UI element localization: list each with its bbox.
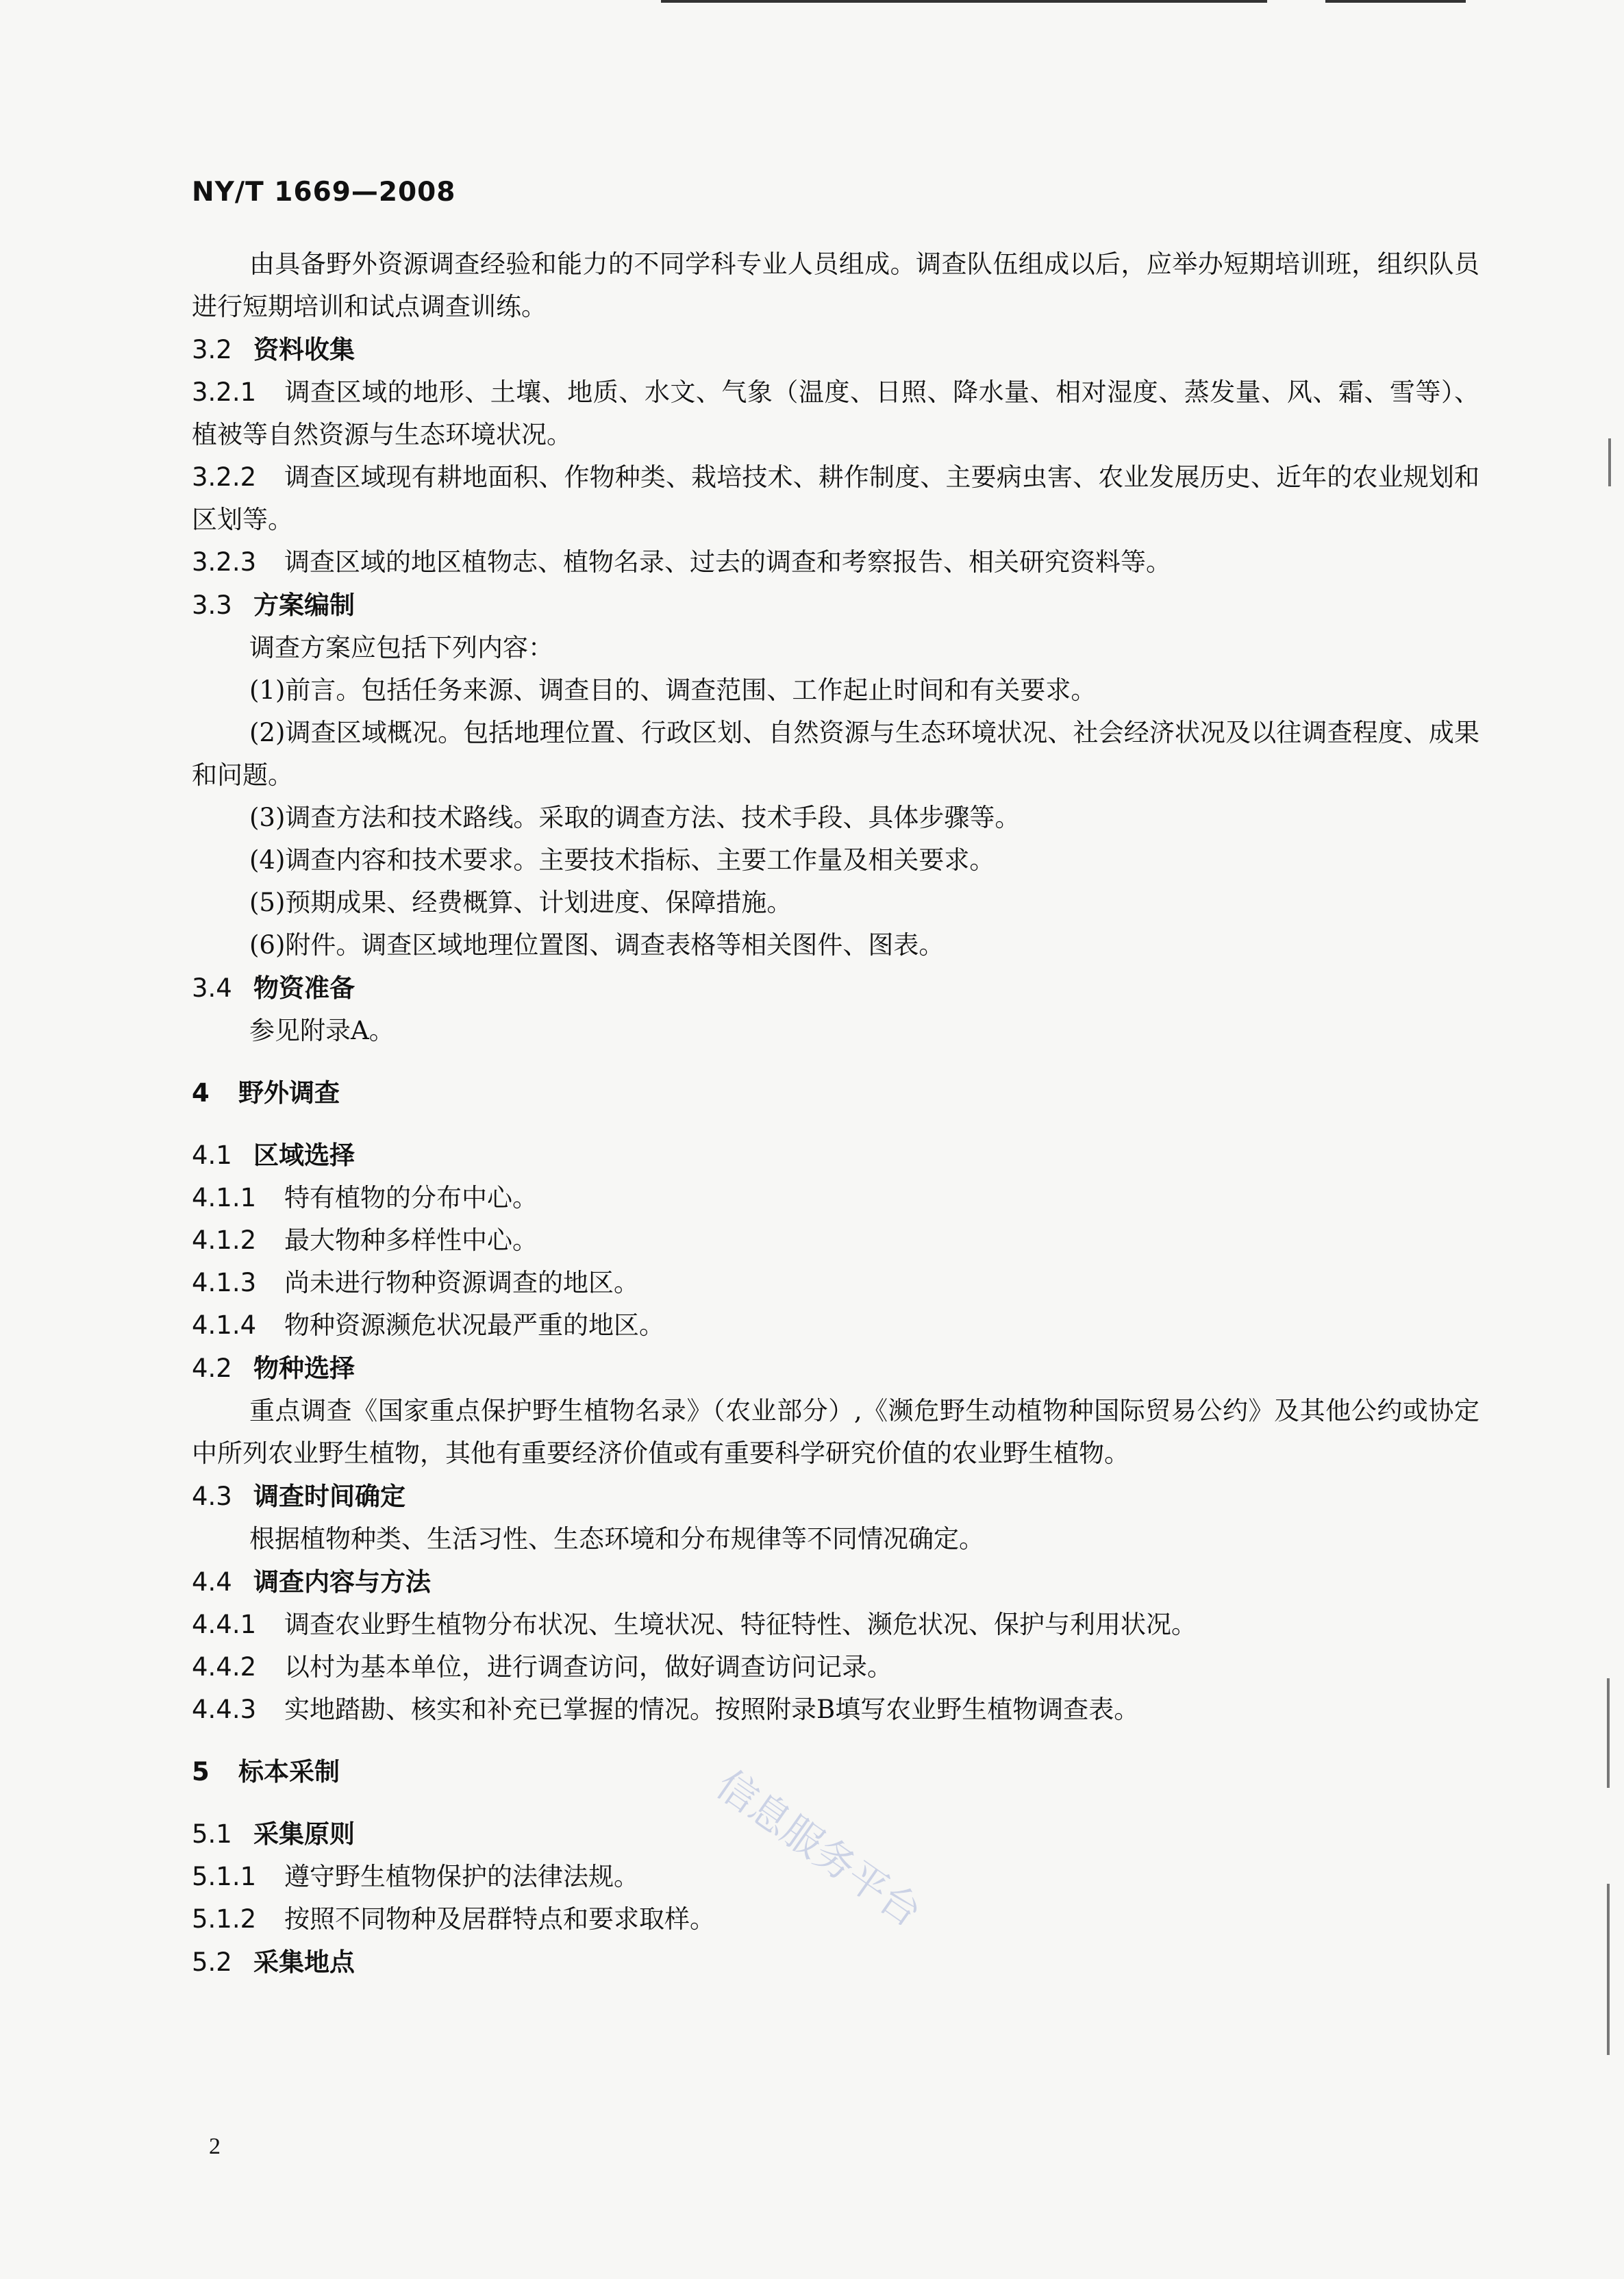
paragraph — [192, 1390, 1479, 1475]
clause-number: 4.1.3 — [192, 1268, 257, 1297]
paragraph — [192, 669, 1479, 712]
clause — [192, 1604, 1479, 1646]
subsection-heading — [192, 967, 1479, 1010]
clause — [192, 1177, 1479, 1219]
clause-text: 调查时间确定 — [253, 1481, 405, 1511]
clause-number: 3.2.1 — [192, 377, 257, 407]
section-heading — [192, 1750, 1479, 1793]
clause-text: 调查农业野生植物分布状况、生境状况、特征特性、濒危状况、保护与利用状况。 — [284, 1610, 1197, 1639]
clause — [192, 1646, 1479, 1689]
scan-edge-mark — [1608, 438, 1611, 486]
clause-number: 4.1.1 — [192, 1183, 257, 1212]
clause-text: (5)预期成果、经费概算、计划进度、保障措施。 — [249, 888, 792, 917]
paragraph — [192, 924, 1479, 967]
clause-number: 3.3 — [192, 590, 232, 620]
clause-text: 以村为基本单位，进行调查访问，做好调查访问记录。 — [284, 1652, 892, 1682]
clause-number: 4.3 — [192, 1482, 232, 1511]
clause-text: 物种资源濒危状况最严重的地区。 — [284, 1310, 664, 1340]
paragraph — [192, 1518, 1479, 1560]
clause-text: 物资准备 — [253, 973, 355, 1003]
clause-text: 调查区域的地形、土壤、地质、水文、气象（温度、日照、降水量、相对湿度、蒸发量、风、霜、雪等）、植被等自然资源与生态环境状况。 — [192, 377, 1479, 449]
clause-text: 重点调查《国家重点保护野生植物名录》（农业部分）,《濒危野生动植物种国际贸易公约》及其他公约或协定中所列农业野生植物，其他有重要经济价值或有重要科学研究价值的农业野生植物。 — [192, 1396, 1479, 1468]
clause-number: 4 — [192, 1078, 210, 1108]
document-body — [192, 243, 1479, 1984]
scan-edge-mark — [1607, 1884, 1610, 2055]
clause — [192, 1689, 1479, 1731]
clause-text: 特有植物的分布中心。 — [284, 1183, 538, 1212]
watermark: 信息服务平台 — [708, 1760, 930, 1936]
clause-text: (2)调查区域概况。包括地理位置、行政区划、自然资源与生态环境状况、社会经济状况及以往调查程度、成果和问题。 — [192, 718, 1479, 790]
clause-number: 5 — [192, 1757, 210, 1786]
clause-text: 实地踏勘、核实和补充已掌握的情况。按照附录B填写农业野生植物调查表。 — [284, 1695, 1140, 1724]
clause-number: 3.2 — [192, 335, 232, 364]
clause-number: 5.1 — [192, 1819, 232, 1849]
clause — [192, 371, 1479, 456]
clause-text: 最大物种多样性中心。 — [284, 1225, 538, 1255]
clause-number: 3.2.2 — [192, 462, 257, 492]
paragraph — [192, 627, 1479, 669]
clause-text: 野外调查 — [238, 1078, 340, 1108]
clause-text: 由具备野外资源调查经验和能力的不同学科专业人员组成。调查队伍组成以后，应举办短期培训班，组织队员进行短期培训和试点调查训练。 — [192, 249, 1479, 321]
clause — [192, 1304, 1479, 1347]
clause — [192, 1898, 1479, 1941]
clause-text: 物种选择 — [253, 1353, 355, 1383]
clause-text: 按照不同物种及居群特点和要求取样。 — [284, 1904, 715, 1934]
clause-text: (4)调查内容和技术要求。主要技术指标、主要工作量及相关要求。 — [249, 845, 995, 875]
subsection-heading — [192, 1347, 1479, 1390]
clause-number: 3.4 — [192, 973, 232, 1003]
clause — [192, 1219, 1479, 1262]
subsection-heading — [192, 1475, 1479, 1518]
paragraph — [192, 1010, 1479, 1052]
clause-number: 4.2 — [192, 1354, 232, 1383]
clause-number: 5.2 — [192, 1947, 232, 1977]
clause-text: 尚未进行物种资源调查的地区。 — [284, 1268, 639, 1297]
subsection-heading — [192, 1134, 1479, 1177]
clause-number: 4.1.2 — [192, 1225, 257, 1255]
clause-number: 5.1.2 — [192, 1904, 257, 1934]
clause — [192, 1262, 1479, 1304]
paragraph — [192, 797, 1479, 839]
clause-text: 标本采制 — [238, 1756, 340, 1786]
clause-text: 调查内容与方法 — [253, 1567, 431, 1597]
paragraph — [192, 243, 1479, 328]
clause-number: 4.4.1 — [192, 1610, 257, 1639]
clause-text: 根据植物种类、生活习性、生态环境和分布规律等不同情况确定。 — [249, 1524, 984, 1554]
subsection-heading — [192, 1941, 1479, 1984]
clause-text: 资料收集 — [253, 334, 355, 364]
clause-number: 4.4 — [192, 1567, 232, 1597]
clause-text: (6)附件。调查区域地理位置图、调查表格等相关图件、图表。 — [249, 930, 945, 960]
clause-text: 调查区域的地区植物志、植物名录、过去的调查和考察报告、相关研究资料等。 — [284, 547, 1171, 577]
clause-text: 调查区域现有耕地面积、作物种类、栽培技术、耕作制度、主要病虫害、农业发展历史、近年的农业规划和区划等。 — [192, 462, 1479, 534]
clause-text: 参见附录A。 — [249, 1016, 395, 1045]
clause-text: 采集地点 — [253, 1947, 355, 1977]
clause-number: 4.1 — [192, 1141, 232, 1170]
section-heading — [192, 1071, 1479, 1114]
standard-code-header: NY/T 1669—2008 — [192, 177, 456, 208]
scan-edge-mark — [1607, 1678, 1610, 1788]
page-number: 2 — [209, 2134, 221, 2159]
paragraph — [192, 712, 1479, 797]
clause-text: 区域选择 — [253, 1140, 355, 1170]
clause-number: 4.1.4 — [192, 1310, 257, 1340]
clause-text: (3)调查方法和技术路线。采取的调查方法、技术手段、具体步骤等。 — [249, 803, 1021, 832]
clause-text: (1)前言。包括任务来源、调查目的、调查范围、工作起止时间和有关要求。 — [249, 675, 1097, 705]
clause — [192, 541, 1479, 584]
clause — [192, 456, 1479, 541]
clause-text: 采集原则 — [253, 1819, 355, 1849]
paragraph — [192, 882, 1479, 924]
top-border-line — [661, 0, 1267, 3]
clause-number: 3.2.3 — [192, 547, 257, 577]
clause-text: 调查方案应包括下列内容： — [249, 633, 553, 662]
subsection-heading — [192, 328, 1479, 371]
clause-text: 遵守野生植物保护的法律法规。 — [284, 1862, 639, 1891]
top-border-line — [1325, 0, 1466, 3]
clause-text: 方案编制 — [253, 590, 355, 620]
subsection-heading — [192, 1560, 1479, 1604]
paragraph — [192, 839, 1479, 882]
clause-number: 4.4.3 — [192, 1695, 257, 1724]
clause-number: 4.4.2 — [192, 1652, 257, 1682]
subsection-heading — [192, 584, 1479, 627]
clause-number: 5.1.1 — [192, 1862, 257, 1891]
